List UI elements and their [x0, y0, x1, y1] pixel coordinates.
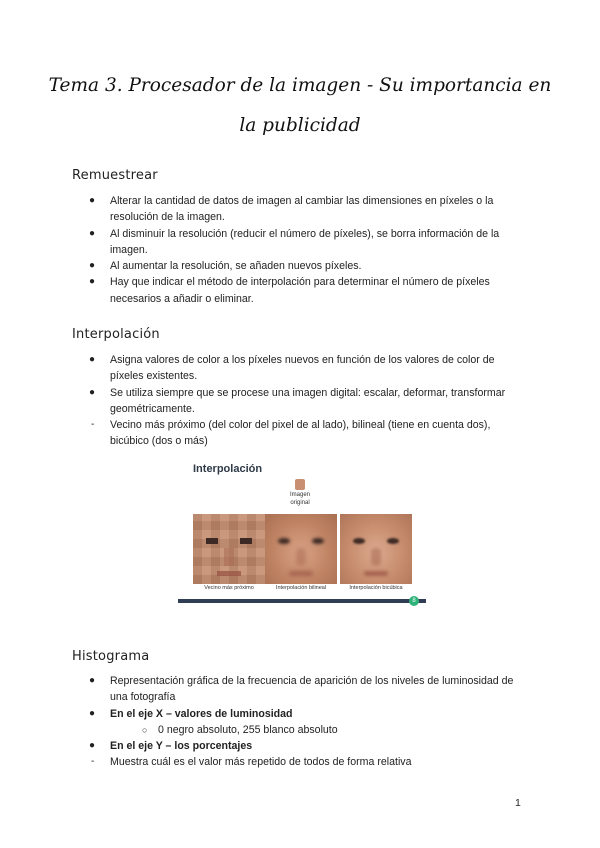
bullet-marker: ● [89, 707, 96, 719]
caption-nearest: Vecino más próximo [204, 585, 254, 591]
heading-histograma: Histograma [72, 649, 150, 664]
list-item: ● En el eje X – valores de luminosidad [0, 706, 600, 722]
list-item: ● Hay que indicar el método de interpolación para determinar el número de píxeles necesarios a añadir o eliminar. [89, 276, 490, 305]
original-image-label: Imagen original [289, 492, 310, 506]
list-item: ● Al aumentar la resolución, se añaden nuevos píxeles. [0, 258, 600, 274]
caption-bilinear: Interpolación bilineal [275, 585, 327, 591]
page-title [40, 66, 560, 146]
circle-marker: ○ [142, 724, 148, 735]
bullet-marker: ● [89, 354, 96, 365]
bullet-marker: ● [89, 195, 96, 206]
title-line-2: la publicidad [239, 115, 361, 136]
bicubic-image [340, 514, 412, 584]
page-number: 1 [515, 797, 521, 809]
remuestrear-list [0, 193, 600, 307]
title-line-1: Tema 3. Procesador de la imagen - Su importancia en [48, 75, 552, 96]
bullet-marker: ● [89, 740, 96, 752]
list-item: ● Representación gráfica de la frecuencia de aparición de los niveles de luminosidad de una fotografía [89, 675, 514, 704]
histograma-list [0, 673, 600, 771]
list-item: ○ 0 negro absoluto, 255 blanco absoluto [0, 722, 600, 738]
list-item: ● En el eje Y – los porcentajes [0, 738, 600, 754]
bullet-marker: ● [89, 386, 96, 398]
list-item: ● Se utiliza siempre que se procese una imagen digital: escalar, deformar, transformar geométricamente. [89, 386, 506, 415]
dash-marker: - [91, 419, 95, 431]
figure-bottom-bar [178, 599, 426, 603]
interpolacion-list [0, 352, 600, 450]
interpolation-figure [178, 458, 426, 606]
bullet-marker: ● [89, 260, 96, 272]
list-item: ● Alterar la cantidad de datos de imagen al cambiar las dimensiones en píxeles o la resolución de la imagen. [89, 195, 494, 224]
slide-badge: 8 [409, 596, 419, 606]
bilinear-image [265, 514, 337, 584]
nearest-neighbor-image [193, 514, 265, 584]
list-item: ● Asigna valores de color a los píxeles nuevos en función de los valores de color de píxeles existentes. [89, 354, 495, 383]
bullet-marker: ● [89, 675, 96, 686]
figure-title: Interpolación [193, 463, 263, 475]
caption-bicubic: Interpolación bicúbica [349, 585, 403, 591]
list-item: - Muestra cuál es el valor más repetido de todos de forma relativa [0, 754, 600, 770]
bullet-marker: ● [89, 227, 96, 239]
list-item: - Vecino más próximo (del color del pixel de al lado), bilineal (tiene en cuenta dos), bicúbico (dos o más) [91, 419, 491, 448]
heading-remuestrear: Remuestrear [72, 168, 158, 183]
dash-marker: - [91, 756, 95, 768]
bullet-marker: ● [89, 276, 96, 288]
list-item: ● Al disminuir la resolución (reducir el número de píxeles), se borra información de la imagen. [89, 227, 500, 256]
heading-interpolacion: Interpolación [72, 327, 160, 342]
original-image-thumbnail [295, 479, 305, 490]
